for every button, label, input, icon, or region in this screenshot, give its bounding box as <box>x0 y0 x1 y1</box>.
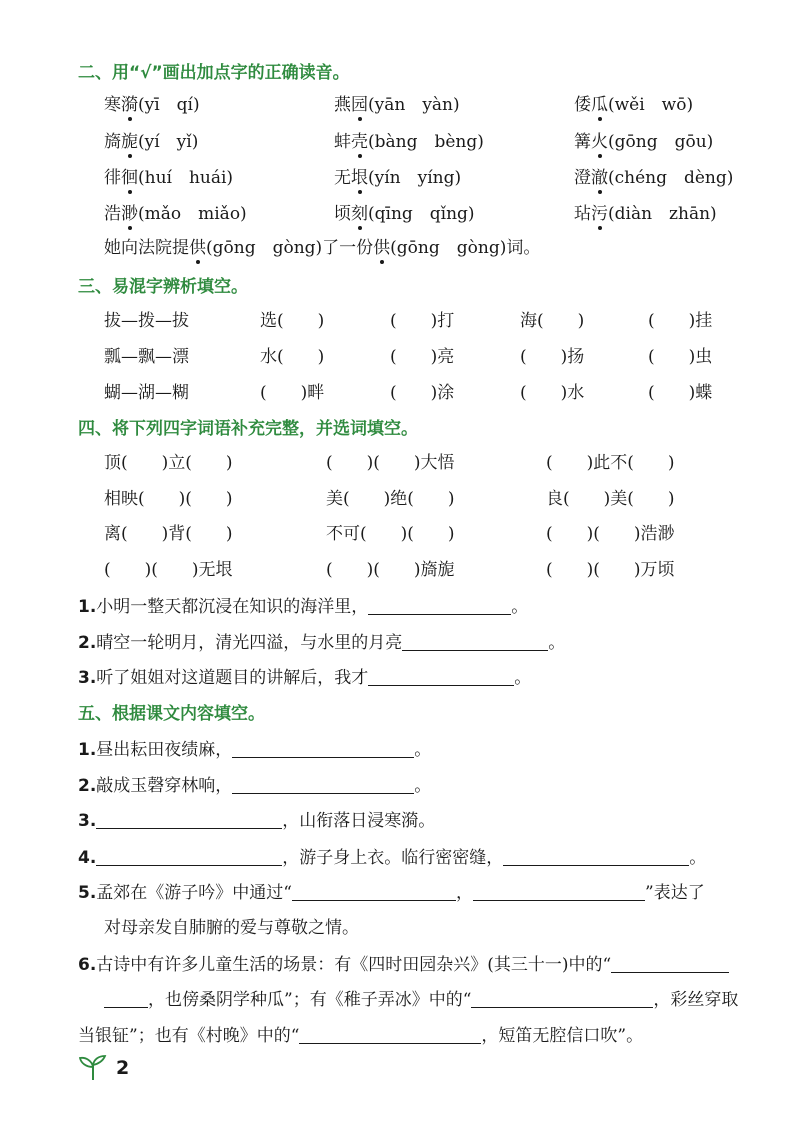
dotted-char: 刻 <box>351 199 368 224</box>
answer-blank[interactable] <box>471 989 653 1008</box>
question-text: 小明一整天都沉浸在知识的海洋里， <box>96 597 369 617</box>
pinyin-item <box>104 163 233 188</box>
answer-blank[interactable] <box>232 775 414 794</box>
question-number: 5. <box>78 883 97 903</box>
answer-blank[interactable] <box>611 954 729 973</box>
question-text: ，也傍桑阴学种瓜”；有《稚子弄冰》中的“ <box>148 990 472 1010</box>
pinyin-options[interactable]: (yī qí) <box>138 95 200 115</box>
idiom-item[interactable]: 美( )绝( ) <box>326 489 455 509</box>
question-text: 敲成玉磬穿林响， <box>96 776 233 796</box>
question-text: ”表达了 <box>645 883 705 903</box>
dotted-char: 渺 <box>121 199 138 224</box>
question-text: ，彩丝穿取 <box>653 990 739 1010</box>
pinyin-options[interactable]: (gōng gōu) <box>608 132 714 152</box>
question-end: 。 <box>511 597 529 617</box>
answer-blank[interactable] <box>299 1025 481 1044</box>
fill-item[interactable]: ( )水 <box>520 383 585 403</box>
dotted-char: 旎 <box>121 127 138 152</box>
question-end: 。 <box>414 776 432 796</box>
fill-item[interactable]: 水( ) <box>260 347 325 367</box>
section-4-title: 四、将下列四字词语补充完整，并选词填空。 <box>78 419 418 439</box>
pinyin-options[interactable]: (yí yǐ) <box>138 132 199 152</box>
dotted-char: 徊 <box>121 163 138 188</box>
idiom-item[interactable]: ( )( )万顷 <box>546 560 675 580</box>
fill-item[interactable]: ( )涂 <box>390 383 455 403</box>
pinyin-item <box>334 90 460 115</box>
sentence-part: 她向法院提 <box>104 238 189 258</box>
fill-item[interactable]: 选( ) <box>260 311 325 331</box>
char-group: 拔—拨—拔 <box>104 311 189 331</box>
sentence-part: (gōng gòng)了一份 <box>206 238 374 258</box>
question-text: 晴空一轮明月，清光四溢，与水里的月亮 <box>96 633 403 653</box>
fill-item[interactable]: 海( ) <box>520 311 585 331</box>
fill-item[interactable]: ( )蝶 <box>648 383 713 403</box>
poem-question <box>78 950 729 975</box>
section-5-title: 五、根据课文内容填空。 <box>78 704 265 724</box>
pinyin-item <box>334 127 484 152</box>
pinyin-item <box>574 163 733 188</box>
question-text: ，山衔落日浸寒漪。 <box>282 811 436 831</box>
char-group: 瓢—飘—漂 <box>104 347 189 367</box>
idiom-item[interactable]: ( )此不( ) <box>546 453 675 473</box>
pinyin-options[interactable]: (yān yàn) <box>368 95 460 115</box>
pinyin-item <box>574 127 713 152</box>
pinyin-options[interactable]: (yín yíng) <box>368 168 462 188</box>
idiom-item[interactable]: 离( )背( ) <box>104 524 233 544</box>
question-text: 听了姐姐对这道题目的讲解后，我才 <box>96 668 369 688</box>
sentence-part: (gōng gòng)词。 <box>390 238 541 258</box>
word-char: 澄 <box>574 168 591 188</box>
poem-question <box>78 878 705 903</box>
poem-question <box>78 771 431 796</box>
question-text: 孟郊在《游子吟》中通过“ <box>96 883 292 903</box>
section-2-title: 二、用“√”画出加点字的正确读音。 <box>78 63 350 83</box>
question-number: 2. <box>78 776 97 796</box>
dotted-char: 垠 <box>351 163 368 188</box>
answer-blank[interactable] <box>503 847 689 866</box>
pinyin-options[interactable]: (qīng qǐng) <box>368 204 475 224</box>
idiom-item[interactable]: ( )( )旖旎 <box>326 560 455 580</box>
question-text: ，游子身上衣。临行密密缝， <box>282 848 504 868</box>
idiom-item[interactable]: ( )( )无垠 <box>104 560 233 580</box>
pinyin-options[interactable]: (huí huái) <box>138 168 234 188</box>
answer-blank[interactable] <box>96 810 282 829</box>
dotted-char: 漪 <box>121 90 138 115</box>
question-text: ， <box>456 883 473 903</box>
question-text: 古诗中有许多儿童生活的场景：有《四时田园杂兴》(其三十一)中的“ <box>96 955 612 975</box>
answer-blank[interactable] <box>368 596 511 615</box>
question-number: 2. <box>78 633 97 653</box>
question-number: 3. <box>78 811 97 831</box>
question-number: 1. <box>78 597 97 617</box>
answer-blank[interactable] <box>402 632 548 651</box>
question-line <box>78 628 565 653</box>
answer-blank[interactable] <box>232 739 414 758</box>
word-char: 燕 <box>334 95 351 115</box>
poem-question-cont <box>104 985 738 1010</box>
poem-question <box>78 735 431 760</box>
fill-item[interactable]: ( )挂 <box>648 311 713 331</box>
word-char: 寒 <box>104 95 121 115</box>
word-char: 蚌 <box>334 132 351 152</box>
question-line <box>78 592 528 617</box>
answer-blank[interactable] <box>292 882 456 901</box>
fill-item[interactable]: ( )打 <box>390 311 455 331</box>
idiom-item[interactable]: ( )( )浩渺 <box>546 524 675 544</box>
dotted-char: 澈 <box>591 163 608 188</box>
word-char: 无 <box>334 168 351 188</box>
dotted-char: 供 <box>189 233 206 258</box>
question-number: 1. <box>78 740 97 760</box>
idiom-item[interactable]: 相映( )( ) <box>104 489 233 509</box>
fill-item[interactable]: ( )畔 <box>260 383 325 403</box>
question-number: 3. <box>78 668 97 688</box>
poem-question-cont <box>78 1021 643 1046</box>
answer-blank[interactable] <box>368 667 514 686</box>
pinyin-item <box>104 199 247 224</box>
pinyin-options[interactable]: (diàn zhān) <box>608 204 717 224</box>
question-number: 6. <box>78 955 97 975</box>
idiom-item[interactable]: 良( )美( ) <box>546 489 675 509</box>
word-char: 篝 <box>574 132 591 152</box>
question-text: 昼出耘田夜绩麻， <box>96 740 233 760</box>
answer-blank[interactable] <box>96 847 282 866</box>
word-char: 徘 <box>104 168 121 188</box>
word-char: 玷 <box>574 204 591 224</box>
idiom-item[interactable]: ( )( )大悟 <box>326 453 455 473</box>
word-char: 倭 <box>574 95 591 115</box>
page-footer <box>78 1055 129 1081</box>
section-3-title: 三、易混字辨析填空。 <box>78 277 248 297</box>
answer-blank[interactable] <box>104 989 148 1008</box>
pinyin-item <box>574 90 693 115</box>
pinyin-item <box>334 199 475 224</box>
answer-blank[interactable] <box>473 882 645 901</box>
pinyin-options[interactable]: (chéng dèng) <box>608 168 734 188</box>
pinyin-item <box>104 90 200 115</box>
question-end: 。 <box>689 848 707 868</box>
poem-question <box>78 806 435 831</box>
pinyin-item <box>104 127 198 152</box>
question-end: 。 <box>548 633 566 653</box>
question-text: ，短笛无腔信口吹”。 <box>481 1026 644 1046</box>
page-number: 2 <box>116 1057 130 1079</box>
fill-item[interactable]: ( )亮 <box>390 347 455 367</box>
question-line <box>78 663 531 688</box>
word-char: 顷 <box>334 204 351 224</box>
dotted-char: 火 <box>591 127 608 152</box>
word-char: 浩 <box>104 204 121 224</box>
pinyin-item <box>334 163 461 188</box>
dotted-char: 供 <box>373 233 390 258</box>
question-end: 。 <box>414 740 432 760</box>
dotted-char: 壳 <box>351 127 368 152</box>
idiom-item[interactable]: 不可( )( ) <box>326 524 455 544</box>
char-group: 蝴—湖—糊 <box>104 383 189 403</box>
pinyin-sentence <box>104 233 540 258</box>
sprout-icon <box>78 1055 108 1081</box>
question-text: 当银钲”；也有《村晚》中的“ <box>78 1026 300 1046</box>
poem-question <box>78 843 706 868</box>
dotted-char: 污 <box>591 199 608 224</box>
pinyin-options[interactable]: (mǎo miǎo) <box>138 204 247 224</box>
dotted-char: 园 <box>351 90 368 115</box>
question-end: 。 <box>514 668 532 688</box>
word-char: 旖 <box>104 132 121 152</box>
question-number: 4. <box>78 848 97 868</box>
fill-item[interactable]: ( )虫 <box>648 347 713 367</box>
pinyin-options[interactable]: (bàng bèng) <box>368 132 484 152</box>
idiom-item[interactable]: 顶( )立( ) <box>104 453 233 473</box>
pinyin-item <box>574 199 717 224</box>
dotted-char: 瓜 <box>591 90 608 115</box>
poem-question-cont: 对母亲发自肺腑的爱与尊敬之情。 <box>104 918 359 938</box>
pinyin-options[interactable]: (wěi wō) <box>608 95 694 115</box>
fill-item[interactable]: ( )扬 <box>520 347 585 367</box>
